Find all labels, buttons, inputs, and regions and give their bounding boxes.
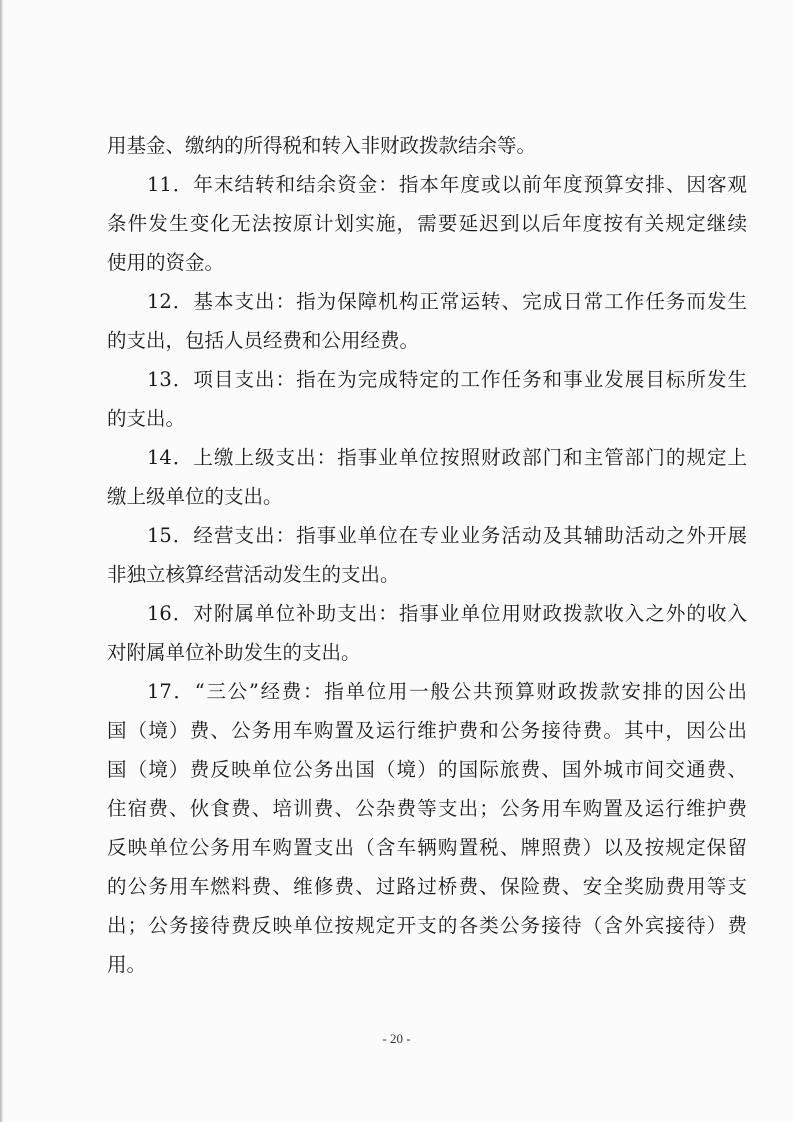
text-line: 出；公务接待费反映单位按规定开支的各类公务接待（含外宾接待）费 <box>107 914 747 937</box>
page-edge <box>0 0 3 1122</box>
text-line: 16．对附属单位补助支出：指事业单位用财政拨款收入之外的收入 <box>147 602 747 625</box>
text-line: 用基金、缴纳的所得税和转入非财政拨款结余等。 <box>107 134 537 157</box>
document-body <box>107 126 747 984</box>
text-line: 国（境）费反映单位公务出国（境）的国际旅费、国外城市间交通费、 <box>107 758 747 781</box>
text-line: 15．经营支出：指事业单位在专业业务活动及其辅助活动之外开展 <box>147 524 747 547</box>
text-line: 反映单位公务用车购置支出（含车辆购置税、牌照费）以及按规定保留 <box>107 836 747 859</box>
text-line: 使用的资金。 <box>107 251 225 274</box>
text-line: 住宿费、伙食费、培训费、公杂费等支出；公务用车购置及运行维护费 <box>107 797 747 820</box>
text-line: 缴上级单位的支出。 <box>107 485 283 508</box>
text-line: 17．“三公”经费：指单位用一般公共预算财政拨款安排的因公出 <box>147 680 747 703</box>
text-line: 12．基本支出：指为保障机构正常运转、完成日常工作任务而发生 <box>147 290 747 313</box>
text-line: 用。 <box>107 953 147 976</box>
text-line: 的支出。 <box>107 407 186 430</box>
text-line: 的公务用车燃料费、维修费、过路过桥费、保险费、安全奖励费用等支 <box>107 875 747 898</box>
text-line: 条件发生变化无法按原计划实施，需要延迟到以后年度按有关规定继续 <box>107 212 747 235</box>
text-line: 国（境）费、公务用车购置及运行维护费和公务接待费。其中，因公出 <box>107 719 747 742</box>
text-line: 的支出，包括人员经费和公用经费。 <box>107 329 420 352</box>
page-number: - 20 - <box>382 1031 411 1046</box>
text-line: 非独立核算经营活动发生的支出。 <box>107 563 400 586</box>
text-line: 13．项目支出：指在为完成特定的工作任务和事业发展目标所发生 <box>147 368 747 391</box>
text-line: 11．年末结转和结余资金：指本年度或以前年度预算安排、因客观 <box>147 173 747 196</box>
text-line: 对附属单位补助发生的支出。 <box>107 641 361 664</box>
text-line: 14．上缴上级支出：指事业单位按照财政部门和主管部门的规定上 <box>147 446 747 469</box>
